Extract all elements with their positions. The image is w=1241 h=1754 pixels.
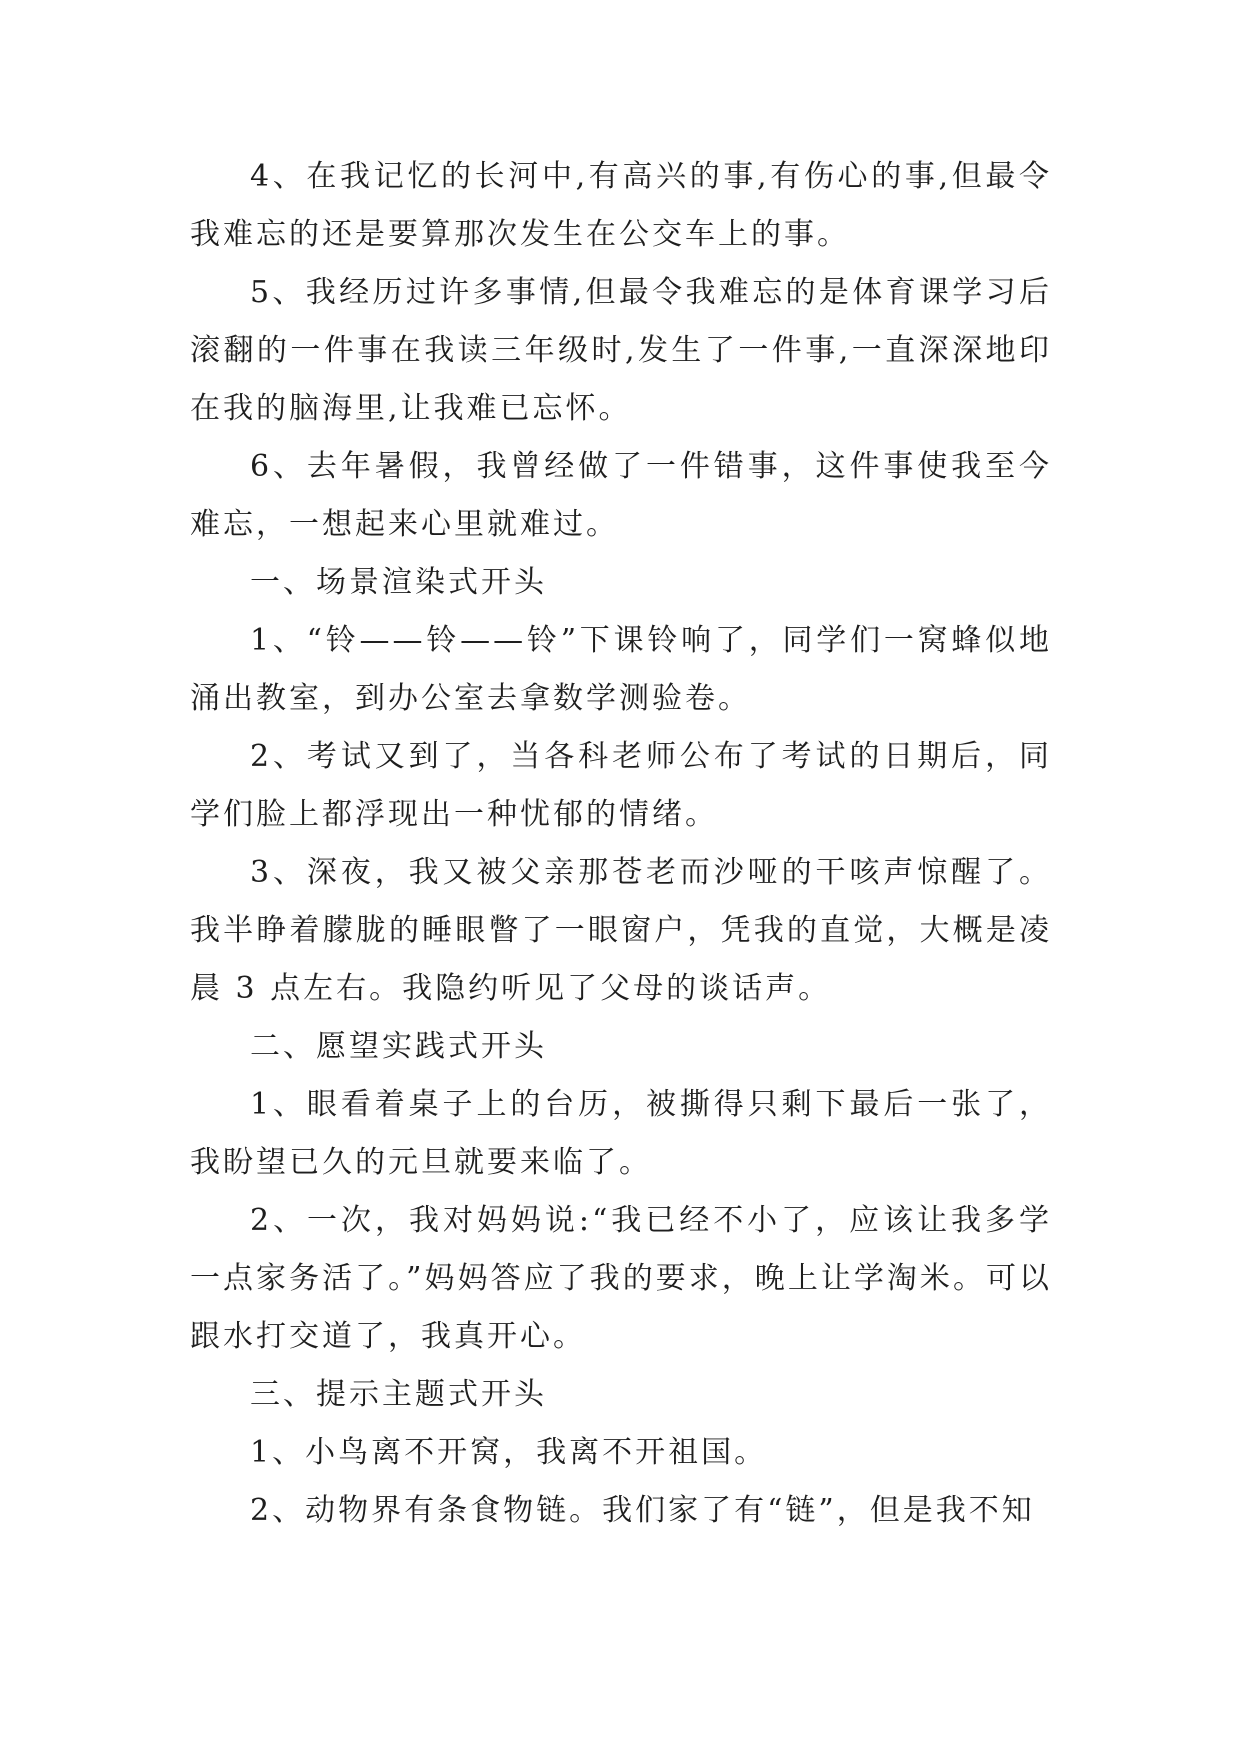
paragraph-5: 5、我经历过许多事情,但最令我难忘的是体育课学习后滚翻的一件事在我读三年级时,发生了一件事,一直深深地印在我的脑海里,让我难已忘怀。 bbox=[190, 275, 1052, 426]
paragraph-6: 6、去年暑假，我曾经做了一件错事，这件事使我至今难忘，一想起来心里就难过。 bbox=[190, 449, 1052, 542]
paragraph-wish-2: 2、一次，我对妈妈说:“我已经不小了，应该让我多学一点家务活了。”妈妈答应了我的要求，晚上让学淘米。可以跟水打交道了，我真开心。 bbox=[190, 1203, 1052, 1354]
paragraph-scene-3: 3、深夜，我又被父亲那苍老而沙哑的干咳声惊醒了。我半睁着朦胧的睡眼瞥了一眼窗户，凭我的直觉，大概是凌晨 3 点左右。我隐约听见了父母的谈话声。 bbox=[190, 855, 1052, 1006]
paragraph-scene-2: 2、考试又到了，当各科老师公布了考试的日期后，同学们脸上都浮现出一种忧郁的情绪。 bbox=[190, 739, 1052, 832]
section-heading-2: 二、愿望实践式开头 bbox=[250, 1029, 547, 1064]
document-page bbox=[190, 148, 1052, 1540]
paragraph-theme-1: 1、小鸟离不开窝，我离不开祖国。 bbox=[250, 1435, 768, 1470]
paragraph-scene-1: 1、“铃——铃——铃”下课铃响了，同学们一窝蜂似地涌出教室，到办公室去拿数学测验卷。 bbox=[190, 623, 1052, 716]
paragraph-4: 4、在我记忆的长河中,有高兴的事,有伤心的事,但最令我难忘的还是要算那次发生在公交车上的事。 bbox=[190, 159, 1052, 252]
section-heading-1: 一、场景渲染式开头 bbox=[250, 565, 547, 600]
paragraph-wish-1: 1、眼看着桌子上的台历，被撕得只剩下最后一张了，我盼望已久的元旦就要来临了。 bbox=[190, 1087, 1052, 1180]
section-heading-3: 三、提示主题式开头 bbox=[250, 1377, 547, 1412]
paragraph-theme-2: 2、动物界有条食物链。我们家了有“链”，但是我不知 bbox=[250, 1493, 1035, 1528]
